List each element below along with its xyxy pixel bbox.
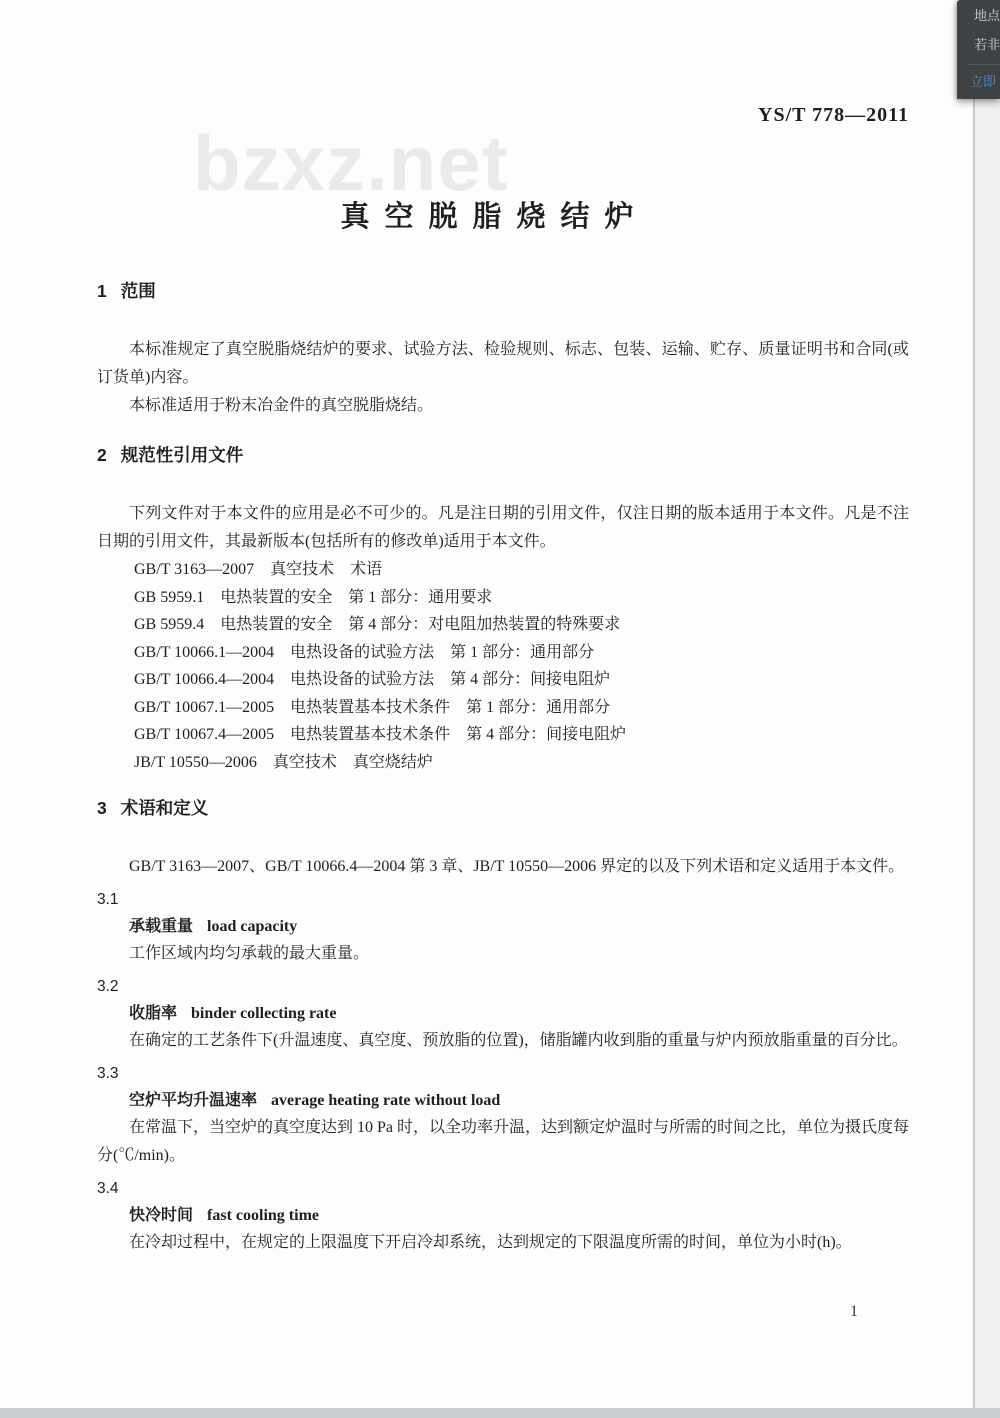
term-en: load capacity — [207, 918, 298, 935]
page-content — [97, 278, 909, 1257]
clause-1-title: 范围 — [120, 281, 156, 301]
clause-1-paragraph: 本标准规定了真空脱脂烧结炉的要求、试验方法、检验规则、标志、包装、运输、贮存、质量证明书和合同(或订货单)内容。 — [97, 341, 909, 386]
term-number: 3.3 — [97, 1065, 119, 1082]
edge-popup-link[interactable]: 立即 — [970, 74, 997, 89]
clause-3-intro: GB/T 3163—2007、GB/T 10066.4—2004 第 3 章、JB/T 10550—2006 界定的以及下列术语和定义适用于本文件。 — [129, 858, 905, 875]
term-zh: 快冷时间 — [129, 1207, 194, 1224]
term-heading — [129, 914, 909, 940]
term-definition: 工作区域内均匀承载的最大重量。 — [129, 945, 370, 962]
reference-item: GB/T 10066.1—2004 电热设备的试验方法 第 1 部分：通用部分 — [134, 643, 595, 661]
term-zh: 收脂率 — [129, 1005, 178, 1022]
term-heading — [129, 1001, 909, 1027]
term-zh: 承载重量 — [129, 918, 194, 935]
document-title: 真空脱脂烧结炉 — [340, 201, 649, 233]
clause-2-title: 规范性引用文件 — [120, 445, 244, 465]
term-en: fast cooling time — [207, 1207, 319, 1224]
edge-popup-divider — [969, 64, 1000, 65]
term-definition: 在冷却过程中，在规定的上限温度下开启冷却系统，达到规定的下限温度所需的时间，单位为小时(h)。 — [129, 1234, 852, 1251]
clause-2-intro: 下列文件对于本文件的应用是必不可少的。凡是注日期的引用文件，仅注日期的版本适用于本文件。凡是不注日期的引用文件，其最新版本(包括所有的修改单)适用于本文件。 — [97, 505, 909, 550]
term-definition: 在常温下，当空炉的真空度达到 10 Pa 时，以全功率升温，达到额定炉温时与所需的时间之比，单位为摄氏度每分(℃/min)。 — [97, 1119, 910, 1164]
edge-popup-text: 若非 — [974, 37, 1000, 52]
reference-item: GB/T 10067.4—2005 电热装置基本技术条件 第 4 部分：间接电阻炉 — [134, 726, 627, 743]
reference-item: JB/T 10550—2006 真空技术 真空烧结炉 — [134, 753, 433, 771]
clause-1-heading — [97, 278, 909, 303]
term-number: 3.1 — [97, 891, 119, 908]
clause-3-title: 术语和定义 — [120, 798, 209, 818]
page-number: 1 — [850, 1303, 858, 1320]
term-zh: 空炉平均升温速率 — [129, 1092, 258, 1109]
reference-item: GB/T 10067.1—2005 电热装置基本技术条件 第 1 部分：通用部分 — [134, 698, 611, 716]
watermark-text: bzxz.net — [193, 119, 509, 207]
page-bottom-edge — [0, 1408, 1000, 1418]
term-heading — [129, 1203, 909, 1229]
edge-popup-text: 地点 — [974, 8, 1000, 23]
reference-item: GB 5959.4 电热装置的安全 第 4 部分：对电阻加热装置的特殊要求 — [134, 616, 621, 633]
term-number: 3.2 — [97, 978, 119, 995]
clause-1-paragraph: 本标准适用于粉末冶金件的真空脱脂烧结。 — [129, 397, 434, 414]
standard-code: YS/T 778—2011 — [758, 104, 909, 126]
clause-1-number: 1 — [97, 281, 107, 301]
clause-2-heading — [97, 442, 909, 467]
reference-item: GB/T 3163—2007 真空技术 术语 — [134, 561, 383, 578]
term-definition: 在确定的工艺条件下(升温速度、真空度、预放脂的位置)，储脂罐内收到脂的重量与炉内预放脂重量的百分比。 — [129, 1032, 908, 1049]
term-number: 3.4 — [97, 1180, 119, 1197]
clause-3-number: 3 — [97, 798, 107, 818]
term-heading — [129, 1088, 909, 1114]
reference-item: GB 5959.1 电热装置的安全 第 1 部分：通用要求 — [134, 588, 493, 606]
reference-list — [134, 556, 909, 776]
term-en: binder collecting rate — [191, 1005, 337, 1022]
clause-3-heading — [97, 795, 909, 820]
page-edge-line — [973, 98, 975, 1408]
term-en: average heating rate without load — [271, 1092, 501, 1109]
reference-item: GB/T 10066.4—2004 电热设备的试验方法 第 4 部分：间接电阻炉 — [134, 671, 611, 688]
clause-2-number: 2 — [97, 445, 107, 465]
edge-popup — [957, 0, 1000, 99]
